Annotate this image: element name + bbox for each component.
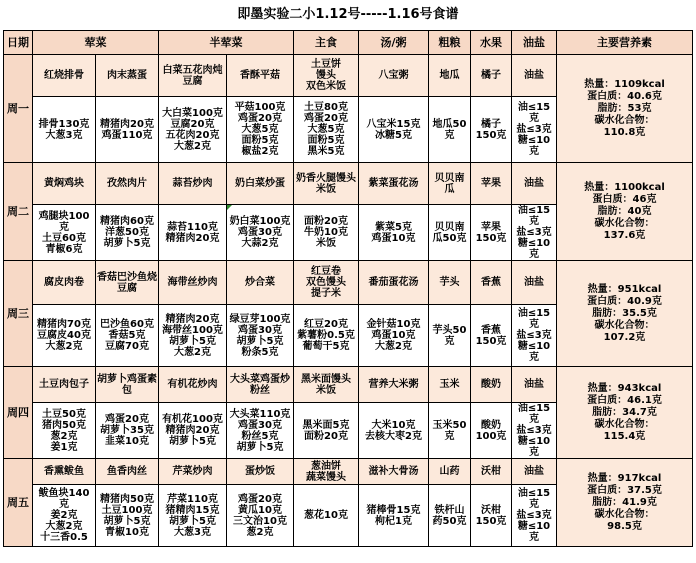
nutrition-summary: 热量：1109kcal 蛋白质：40.6克 脂肪：53克 碳水化合物： 110.8克 [557, 55, 693, 163]
oil-salt-label: 油盐 [512, 459, 557, 485]
day-label: 周三 [4, 261, 33, 367]
soup-amount: 大米10克 去核大枣2克 [359, 403, 429, 459]
soup-amount: 金针菇10克 鸡蛋10克 大葱2克 [359, 305, 429, 367]
day-label: 周四 [4, 367, 33, 459]
day-label: 周一 [4, 55, 33, 163]
meat-dish-1: 黄焖鸡块 [33, 163, 96, 205]
meat-dish-2: 鱼香肉丝 [96, 459, 159, 485]
oil-salt-amount: 油≤15克 盐≤3克 糖≤10克 [512, 97, 557, 163]
coarse-grain-amount: 贝贝南瓜50克 [429, 205, 471, 261]
tuesday-dish-row [4, 163, 693, 205]
thursday-dish-row [4, 367, 693, 403]
half-meat-dish-1: 海带丝炒肉 [159, 261, 227, 305]
meat-dish-1: 红烧排骨 [33, 55, 96, 97]
nutrition-summary: 热量：951kcal 蛋白质：40.9克 脂肪：35.5克 碳水化合物： 107.2克 [557, 261, 693, 367]
meat-dish-1-amount: 土豆50克 猪肉50克 葱2克 姜1克 [33, 403, 96, 459]
fruit-amount: 苹果 150克 [471, 205, 512, 261]
staple-dish: 奶香火腿馒头 米饭 [294, 163, 359, 205]
header-row [4, 31, 693, 55]
fruit-dish: 橘子 [471, 55, 512, 97]
friday-dish-row [4, 459, 693, 485]
monday-dish-row [4, 55, 693, 97]
day-label: 周二 [4, 163, 33, 261]
oil-salt-amount: 油≤15克 盐≤3克 糖≤10克 [512, 485, 557, 547]
staple-dish: 葱油饼 蔬菜馒头 [294, 459, 359, 485]
soup-dish: 番茄蛋花汤 [359, 261, 429, 305]
header-oil-salt: 油盐 [512, 31, 557, 55]
soup-dish: 营养大米粥 [359, 367, 429, 403]
half-meat-dish-2: 蛋炒饭 [227, 459, 294, 485]
fruit-dish: 苹果 [471, 163, 512, 205]
half-meat-dish-2: 大头菜鸡蛋炒粉丝 [227, 367, 294, 403]
half-meat-dish-1-amount: 有机花100克 精猪肉20克 胡萝卜5克 [159, 403, 227, 459]
oil-salt-amount: 油≤15克 盐≤3克 糖≤10克 [512, 403, 557, 459]
meat-dish-2: 香菇巴沙鱼烧豆腐 [96, 261, 159, 305]
coarse-grain-amount: 铁杆山药50克 [429, 485, 471, 547]
nutrition-summary: 热量：943kcal 蛋白质：46.1克 脂肪：34.7克 碳水化合物： 115.4克 [557, 367, 693, 459]
day-label: 周五 [4, 459, 33, 547]
meat-dish-2: 胡萝卜鸡蛋素包 [96, 367, 159, 403]
half-meat-dish-2-amount: 绿豆芽100克 鸡蛋30克 胡萝卜5克 粉条5克 [227, 305, 294, 367]
half-meat-dish-1-amount: 精猪肉20克 海带丝100克 胡萝卜5克 大葱2克 [159, 305, 227, 367]
header-coarse-grain: 粗粮 [429, 31, 471, 55]
soup-amount: 八宝米15克 冰糖5克 [359, 97, 429, 163]
half-meat-dish-2-amount: 奶白菜100克 鸡蛋30克 大蒜2克 [227, 205, 294, 261]
meat-dish-2-amount: 精猪肉20克 鸡蛋110克 [96, 97, 159, 163]
header-meat-dish: 荤菜 [33, 31, 159, 55]
staple-dish: 土豆饼 馒头 双色米饭 [294, 55, 359, 97]
staple-amount: 土豆80克 鸡蛋20克 大葱5克 面粉5克 黑米5克 [294, 97, 359, 163]
half-meat-dish-2: 奶白菜炒蛋 [227, 163, 294, 205]
meat-dish-2: 肉末蒸蛋 [96, 55, 159, 97]
header-soup: 汤/粥 [359, 31, 429, 55]
half-meat-dish-1-amount: 蒜苔110克 精猪肉20克 [159, 205, 227, 261]
header-staple: 主食 [294, 31, 359, 55]
nutrition-summary: 热量：917kcal 蛋白质：37.5克 脂肪：41.9克 碳水化合物： 98.5克 [557, 459, 693, 547]
header-nutrition: 主要营养素 [557, 31, 693, 55]
coarse-grain-amount: 地瓜50克 [429, 97, 471, 163]
coarse-grain-dish: 地瓜 [429, 55, 471, 97]
oil-salt-label: 油盐 [512, 163, 557, 205]
fruit-amount: 香蕉 150克 [471, 305, 512, 367]
half-meat-dish-2-amount: 大头菜110克 鸡蛋30克 粉丝5克 胡萝卜5克 [227, 403, 294, 459]
fruit-dish: 沃柑 [471, 459, 512, 485]
meat-dish-1-amount: 鸡腿块100克 土豆60克 青椒6克 [33, 205, 96, 261]
meat-dish-2-amount: 精猪肉50克 土豆100克 胡萝卜5克 青椒10克 [96, 485, 159, 547]
fruit-dish: 香蕉 [471, 261, 512, 305]
oil-salt-amount: 油≤15克 盐≤3克 糖≤10克 [512, 305, 557, 367]
oil-salt-label: 油盐 [512, 55, 557, 97]
half-meat-dish-1: 白菜五花肉炖豆腐 [159, 55, 227, 97]
meat-dish-1-amount: 排骨130克 大葱3克 [33, 97, 96, 163]
staple-dish: 黑米面馒头 米饭 [294, 367, 359, 403]
meat-dish-1: 腐皮肉卷 [33, 261, 96, 305]
staple-amount: 红豆20克 紫薯粉0.5克 葡萄干5克 [294, 305, 359, 367]
coarse-grain-dish: 玉米 [429, 367, 471, 403]
meat-dish-1: 土豆肉包子 [33, 367, 96, 403]
staple-dish: 红豆卷 双色馒头 提子米 [294, 261, 359, 305]
half-meat-dish-1: 蒜苔炒肉 [159, 163, 227, 205]
half-meat-dish-2: 炒合菜 [227, 261, 294, 305]
header-half-meat-dish: 半荤菜 [159, 31, 294, 55]
half-meat-dish-1: 有机花炒肉 [159, 367, 227, 403]
soup-dish: 滋补大骨汤 [359, 459, 429, 485]
coarse-grain-amount: 芋头50克 [429, 305, 471, 367]
coarse-grain-dish: 芋头 [429, 261, 471, 305]
coarse-grain-dish: 贝贝南瓜 [429, 163, 471, 205]
meat-dish-1-amount: 鲅鱼块140克 姜2克 大葱2克 十三香0.5 [33, 485, 96, 547]
meat-dish-2: 孜然肉片 [96, 163, 159, 205]
staple-amount: 面粉20克 牛奶10克 米饭 [294, 205, 359, 261]
meat-dish-2-amount: 巴沙鱼60克 香菇5克 豆腐70克 [96, 305, 159, 367]
oil-salt-amount: 油≤15克 盐≤3克 糖≤10克 [512, 205, 557, 261]
staple-amount: 葱花10克 [294, 485, 359, 547]
oil-salt-label: 油盐 [512, 261, 557, 305]
fruit-amount: 橘子 150克 [471, 97, 512, 163]
coarse-grain-amount: 玉米50克 [429, 403, 471, 459]
soup-amount: 紫菜5克 鸡蛋10克 [359, 205, 429, 261]
half-meat-dish-1: 芹菜炒肉 [159, 459, 227, 485]
fruit-amount: 沃柑 150克 [471, 485, 512, 547]
half-meat-dish-1-amount: 大白菜100克 豆腐20克 五花肉20克 大葱2克 [159, 97, 227, 163]
header-date: 日期 [4, 31, 33, 55]
soup-dish: 八宝粥 [359, 55, 429, 97]
soup-dish: 紫菜蛋花汤 [359, 163, 429, 205]
half-meat-dish-1-amount: 芹菜110克 猪精肉15克 胡萝卜5克 大葱3克 [159, 485, 227, 547]
weekly-menu-table [3, 30, 693, 547]
oil-salt-label: 油盐 [512, 367, 557, 403]
wednesday-dish-row [4, 261, 693, 305]
nutrition-summary: 热量：1100kcal 蛋白质：46克 脂肪：40克 碳水化合物： 137.6克 [557, 163, 693, 261]
fruit-dish: 酸奶 [471, 367, 512, 403]
half-meat-dish-2-amount: 鸡蛋20克 黄瓜10克 三文治10克 葱2克 [227, 485, 294, 547]
meat-dish-2-amount: 精猪肉60克 洋葱50克 胡萝卜5克 [96, 205, 159, 261]
page-title: 即墨实验二小1.12号-----1.16号食谱 [237, 7, 459, 22]
header-fruit: 水果 [471, 31, 512, 55]
staple-amount: 黑米面5克 面粉20克 [294, 403, 359, 459]
soup-amount: 猪棒骨15克 枸杞1克 [359, 485, 429, 547]
coarse-grain-dish: 山药 [429, 459, 471, 485]
meat-dish-1: 香熏鲅鱼 [33, 459, 96, 485]
half-meat-dish-2-amount: 平菇100克 鸡蛋20克 大葱5克 面粉5克 椒盐2克 [227, 97, 294, 163]
fruit-amount: 酸奶 100克 [471, 403, 512, 459]
meat-dish-1-amount: 精猪肉70克 豆腐皮40克 大葱2克 [33, 305, 96, 367]
half-meat-dish-2: 香酥平菇 [227, 55, 294, 97]
meat-dish-2-amount: 鸡蛋20克 胡萝卜35克 韭菜10克 [96, 403, 159, 459]
